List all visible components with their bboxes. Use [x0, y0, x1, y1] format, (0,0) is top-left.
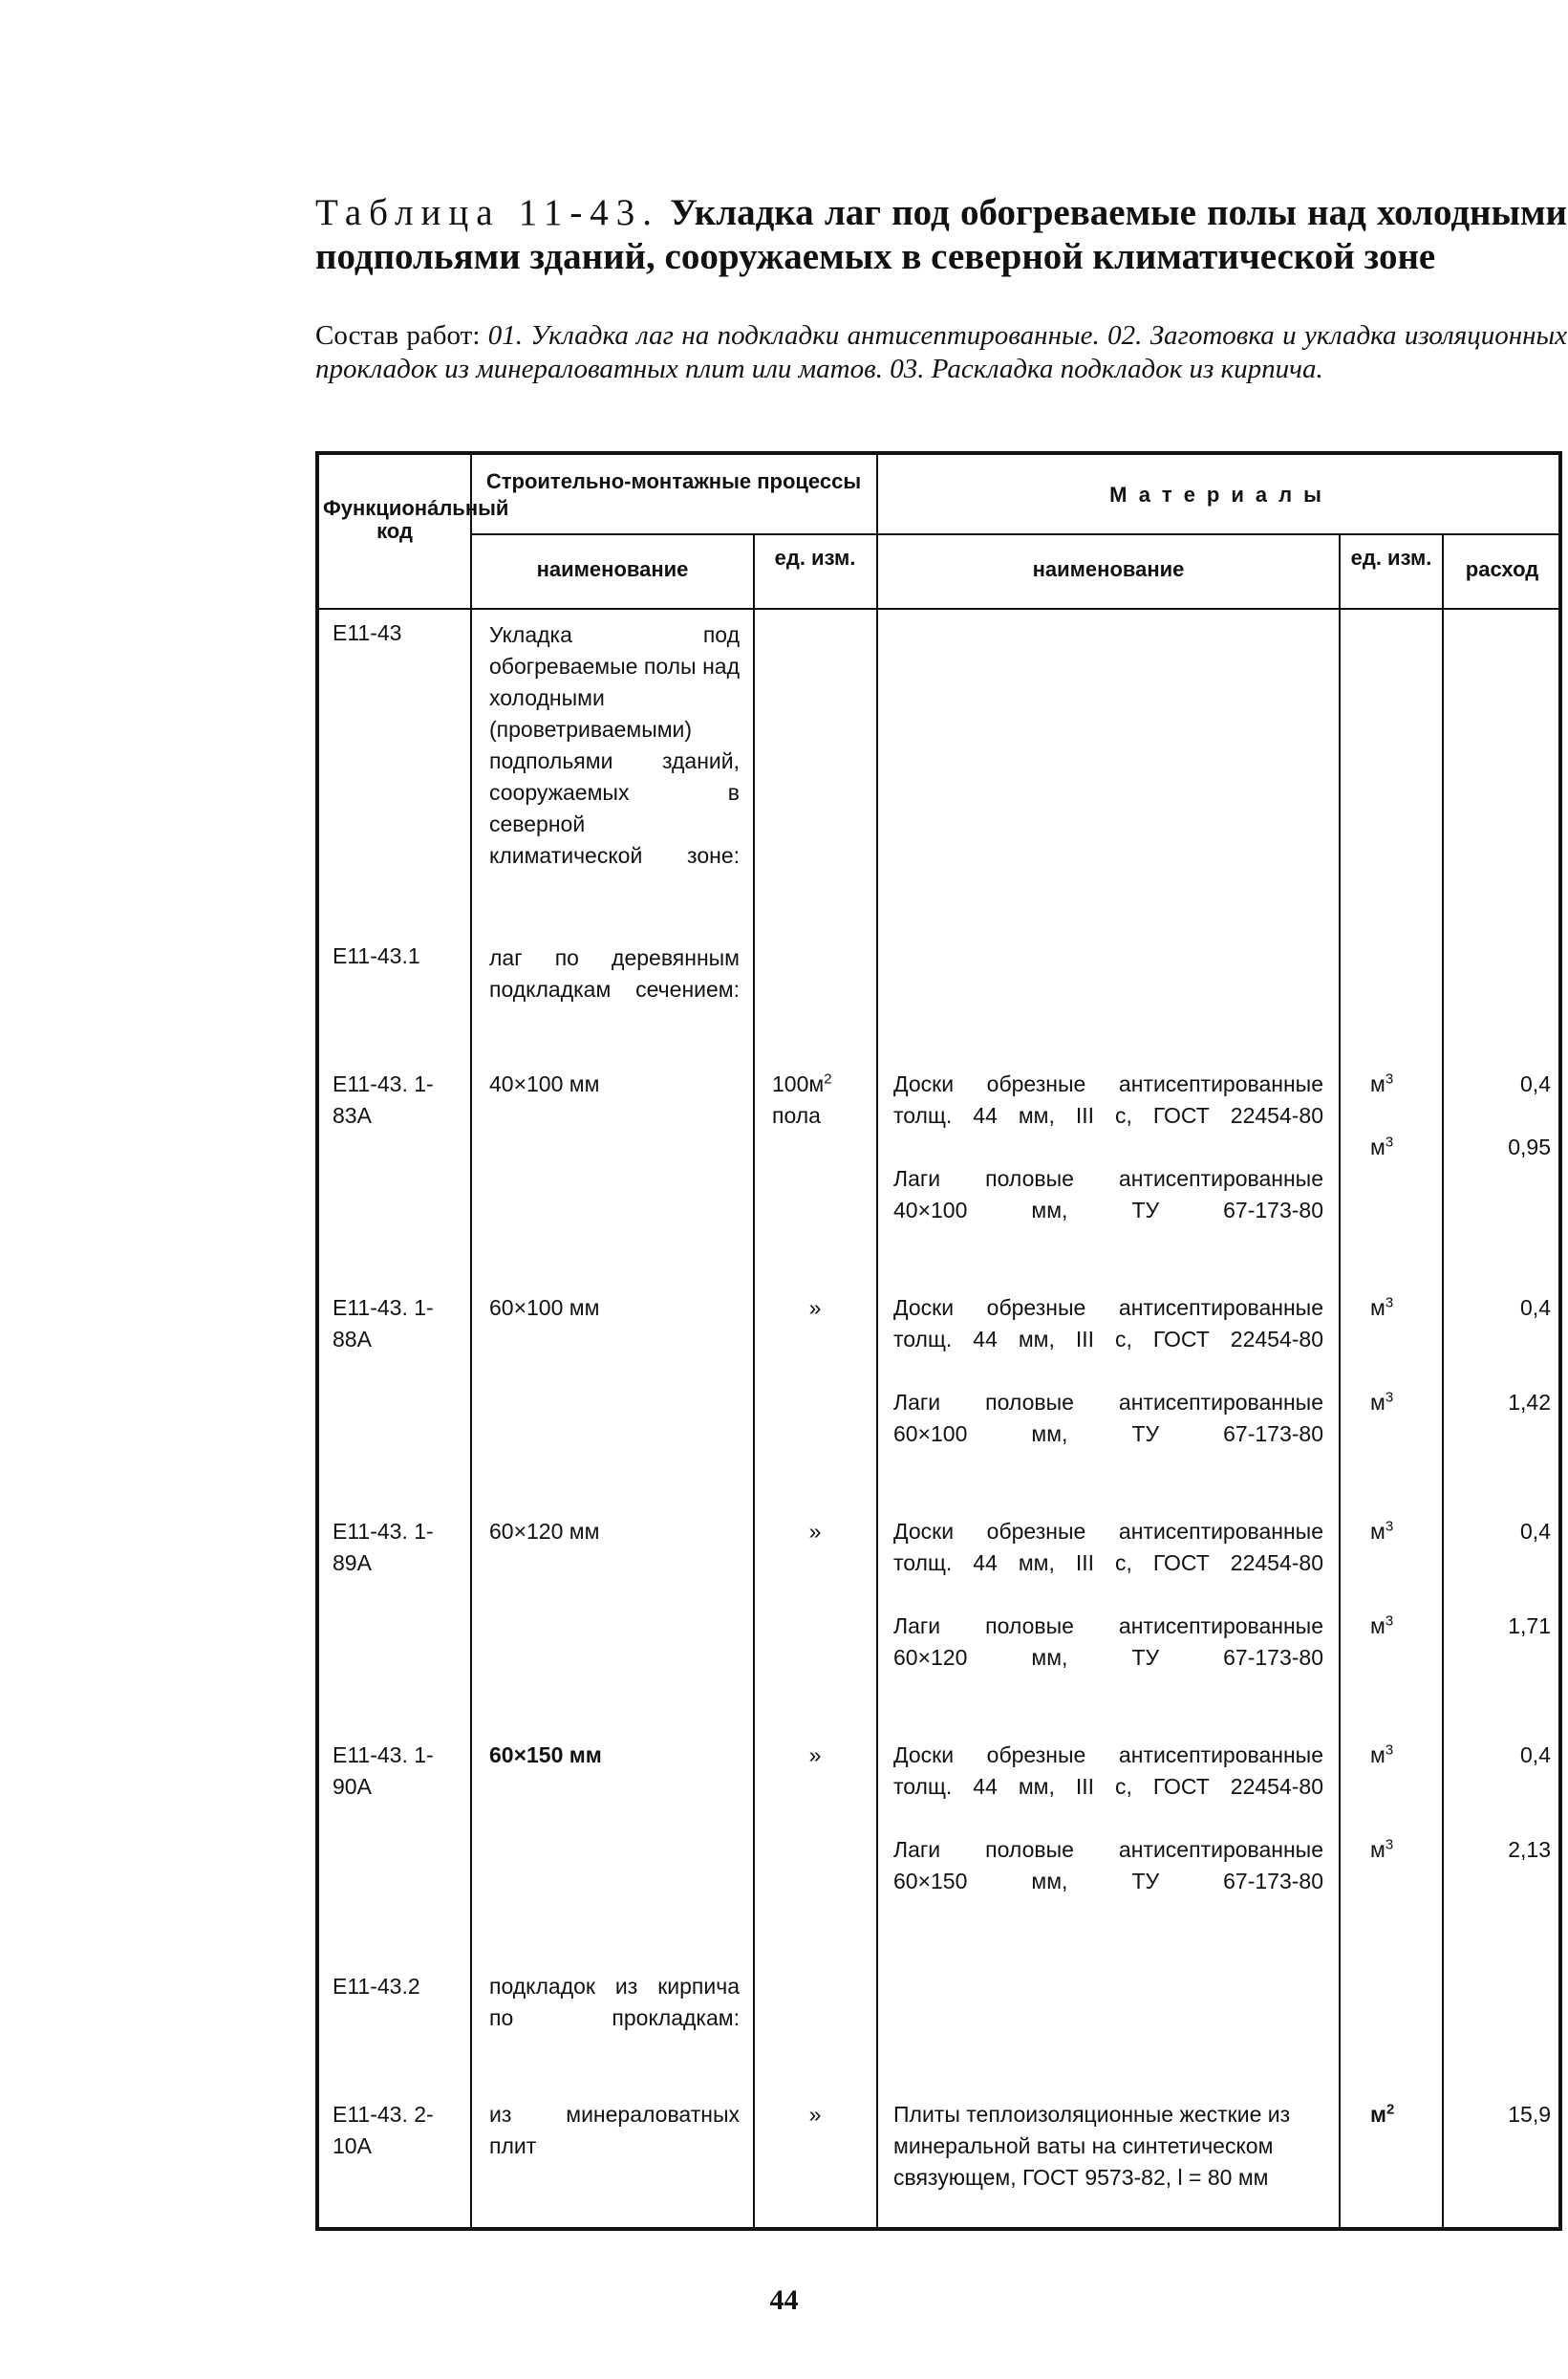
row-material: Лаги половые антисептированные 40×100 мм, ТУ 67-173-80	[893, 1166, 1323, 1222]
row-material-unit: $м^3$	[1370, 1612, 1394, 1638]
work-composition-label: Состав работ:	[315, 320, 481, 351]
row-material-unit: $м^3$	[1370, 1071, 1394, 1096]
row-material: Доски обрезные антисептированные толщ. 44 мм, III с, ГОСТ 22454-80	[893, 1742, 1323, 1799]
table-vline	[1442, 533, 1444, 2227]
header-processes: Строительно-монтажные процессы	[485, 469, 862, 493]
row-process: из минераловатных плит	[489, 2102, 740, 2158]
header-process-name: наименование	[536, 557, 689, 581]
page-number: 44	[769, 2284, 799, 2316]
table-vline	[470, 455, 472, 2227]
header-materials: Материалы	[1109, 483, 1333, 507]
row-material-unit: $м^3$	[1370, 1741, 1394, 1767]
work-composition	[315, 319, 1567, 386]
row-quantity: 0,4	[1520, 1742, 1551, 1767]
row-material: Плиты теплоизоляционные жесткие из минеральной ваты на синтетическом связующем, ГОСТ 9573-82, l = 80 мм	[893, 2102, 1291, 2190]
row-material-unit: $м^3$	[1370, 1518, 1394, 1544]
row-quantity: 1,42	[1508, 1390, 1551, 1415]
work-composition-text: 01. Укладка лаг на подкладки антисептированные. 02. Заготовка и укладка изоляционных прокладок из минераловатных плит или матов. 03. Раскладка подкладок из кирпича.	[315, 320, 1567, 384]
row-unit: »	[808, 1519, 822, 1544]
row-quantity: 0,4	[1520, 1519, 1551, 1544]
row-material: Доски обрезные антисептированные толщ. 44 мм, III с, ГОСТ 22454-80	[893, 1519, 1323, 1575]
row-code: Е11-43. 1-83А	[333, 1071, 434, 1128]
row-quantity: 2,13	[1508, 1837, 1551, 1862]
row-process: 60×120 мм	[489, 1519, 600, 1544]
row-unit: $100м^2$ пола	[772, 1071, 832, 1128]
row-process: 40×100 мм	[489, 1071, 600, 1096]
table-vline	[1339, 533, 1341, 2227]
row-material-unit: $м^3$	[1370, 1836, 1394, 1862]
row-code: Е11-43. 2-10А	[333, 2102, 434, 2158]
row-quantity: 0,4	[1520, 1071, 1551, 1096]
row-code: Е11-43	[333, 620, 402, 645]
row-material-unit: $м^3$	[1370, 1294, 1394, 1320]
row-code: Е11-43.2	[333, 1974, 420, 1999]
row-process: Укладка под обогреваемые полы над холодными (проветриваемыми) подпольями зданий, сооружаемых в северной климатической зоне:	[489, 622, 740, 868]
row-quantity: 0,4	[1520, 1295, 1551, 1320]
table-hline	[470, 533, 1558, 535]
row-process: 60×150 мм	[489, 1742, 602, 1767]
table-caption: Укладка лаг под обогреваемые полы над холодными подпольями зданий, сооружаемых в северной климатической зоне	[315, 192, 1568, 277]
table-number: Таблица 11-43.	[315, 192, 660, 233]
header-material-unit: ед. изм.	[1350, 546, 1432, 570]
table-vline	[753, 533, 755, 2227]
header-consumption: расход	[1465, 557, 1539, 581]
row-material: Доски обрезные антисептированные толщ. 44 мм, III с, ГОСТ 22454-80	[893, 1295, 1323, 1352]
row-quantity: 1,71	[1508, 1613, 1551, 1638]
row-code: Е11-43. 1-90А	[333, 1742, 434, 1799]
table-title	[315, 191, 1567, 279]
row-material-unit: $м^3$	[1370, 1134, 1394, 1159]
row-material: Лаги половые антисептированные 60×150 мм, ТУ 67-173-80	[893, 1837, 1323, 1893]
row-material: Лаги половые антисептированные 60×100 мм, ТУ 67-173-80	[893, 1390, 1323, 1446]
row-code: Е11-43. 1-88А	[333, 1295, 434, 1352]
row-process: 60×100 мм	[489, 1295, 600, 1320]
row-process: лаг по деревянным подкладкам сечением:	[489, 945, 740, 1002]
row-process: подкладок из кирпича по прокладкам:	[489, 1974, 740, 2030]
row-quantity: 15,9	[1508, 2102, 1551, 2127]
table-vline	[876, 455, 878, 2227]
row-unit: »	[808, 1742, 822, 1767]
header-material-name: наименование	[1032, 557, 1185, 581]
row-unit: »	[808, 2102, 822, 2127]
table-hline	[319, 608, 1558, 610]
row-code: Е11-43.1	[333, 943, 420, 968]
row-material-unit: $м^2$	[1370, 2101, 1395, 2127]
row-code: Е11-43. 1-89А	[333, 1519, 434, 1575]
header-process-unit: ед. изм.	[774, 546, 856, 570]
header-func-code: Функционáльный код	[323, 496, 509, 543]
norms-table	[315, 451, 1562, 2231]
row-quantity: 0,95	[1508, 1135, 1551, 1159]
row-material-unit: $м^3$	[1370, 1389, 1394, 1415]
row-material: Доски обрезные антисептированные толщ. 44 мм, III с, ГОСТ 22454-80	[893, 1071, 1323, 1128]
row-material: Лаги половые антисептированные 60×120 мм, ТУ 67-173-80	[893, 1613, 1323, 1670]
row-unit: »	[808, 1295, 822, 1320]
